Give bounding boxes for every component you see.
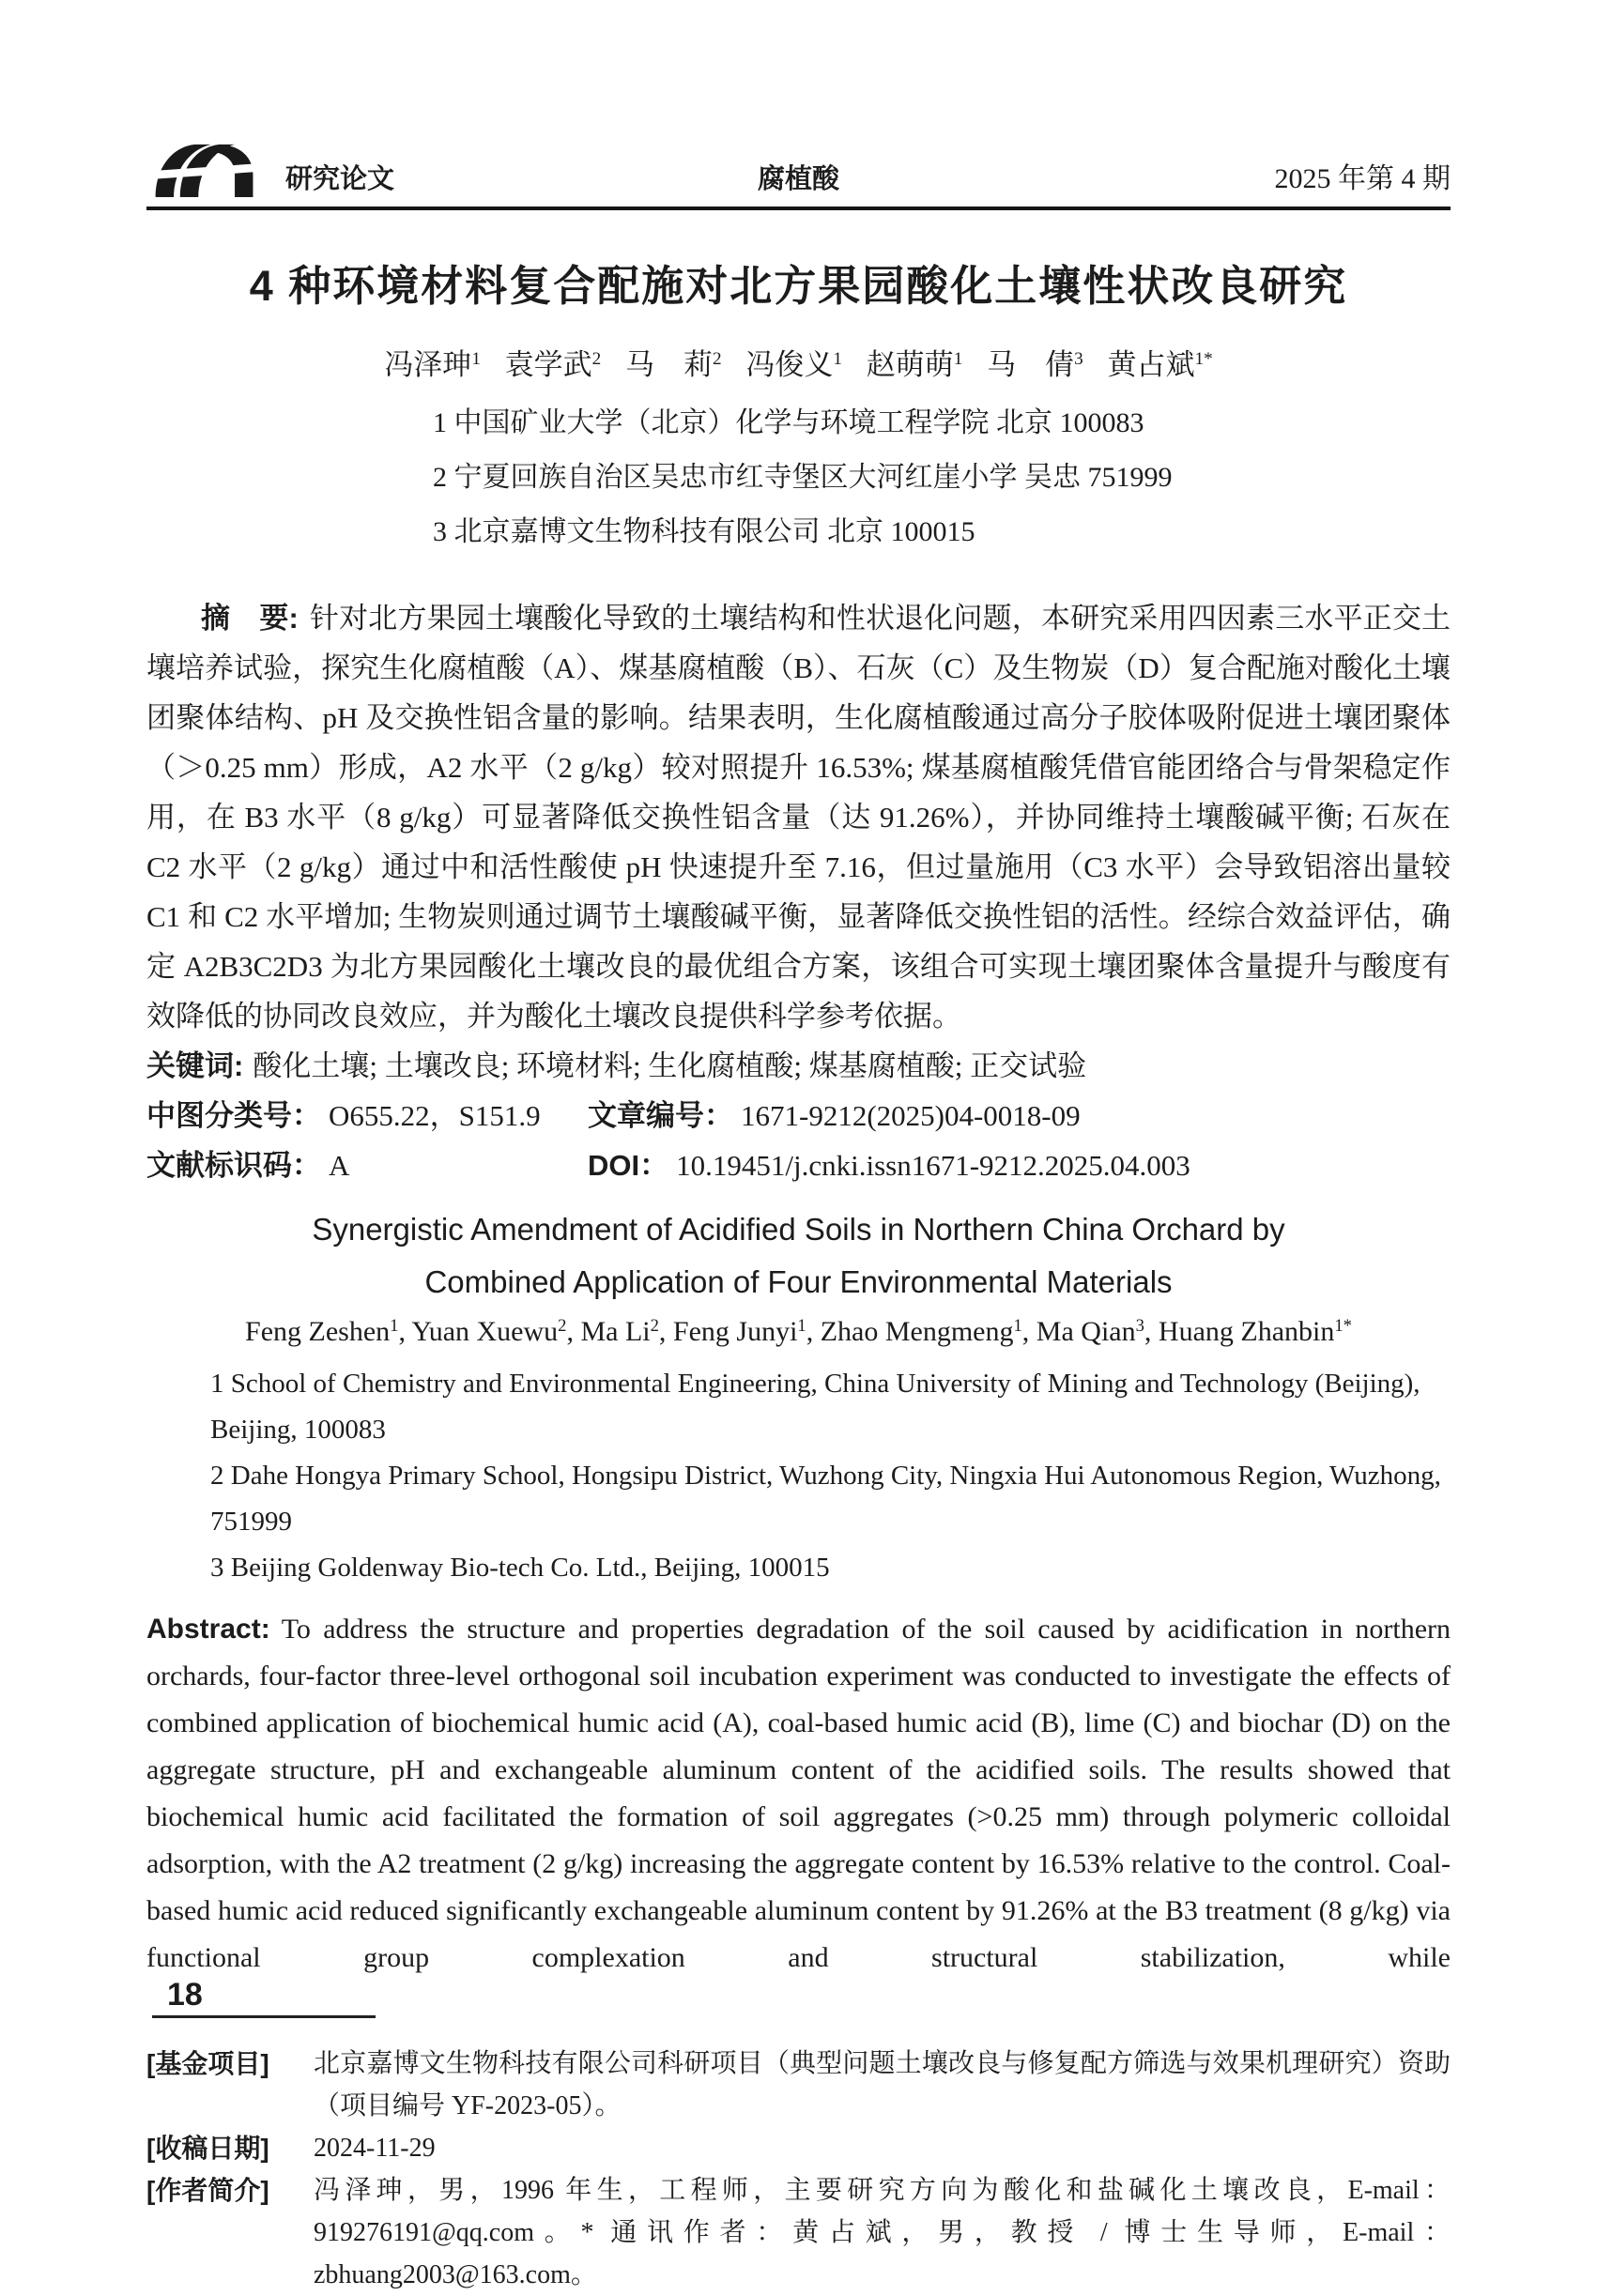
footnote-author-bio [146,2169,1451,2296]
author-superscript: 1 [797,1315,806,1336]
author-superscript: 2 [713,349,722,370]
meta-row-doi [146,1140,1451,1190]
author-en [1022,1316,1144,1347]
doc-code-field [146,1140,588,1190]
author-superscript: 1 [833,349,842,370]
affiliation-en: 2 Dahe Hongya Primary School, Hongsipu District, Wuzhong City, Ningxia Hui Autonomous Region, Wuzhong, 751999 [210,1461,1441,1537]
author-name: 赵萌萌 [866,348,954,381]
author-superscript: 3 [1074,349,1083,370]
footnote-text: 北京嘉博文生物科技有限公司科研项目（典型问题土壤改良与修复配方筛选与效果机理研究）资助（项目编号 YF-2023-05）。 [314,2049,1451,2120]
author-en [398,1316,566,1347]
article-title-cn: 4 种环境材料复合配施对北方果园酸化土壤性状改良研究 [249,262,1348,310]
author-name: 马 莉 [625,348,714,381]
authors-cn [146,341,1451,383]
author-superscript: 1 [953,349,963,370]
author-superscript: 1* [1194,349,1213,370]
author-name: , Ma Qian [1021,1316,1136,1347]
author-superscript: 2 [591,349,602,370]
footnote-label: [收稿日期] [146,2134,269,2163]
abstract-en-text: To address the structure and properties degradation of the soil caused by acidification in northern orchards, four-factor three-level orthogonal soil incubation experiment was conducted to investigate the effects of combined application of biochemical humic acid (A), coal-based humic acid (B), lime (C) and biochar (D) on the aggregate structure, pH and exchangeable aluminum content of the acidified soils. The results showed that biochemical humic acid facilitated the formation of soil aggregates (>0.25 mm) through polymeric colloidal adsorption, with the A2 treatment (2 g/kg) increasing the aggregate content by 16.53% relative to the control. Coal-based humic acid reduced significantly exchangeable aluminum content by 91.26% at the B3 treatment (8 g/kg) via functional group complexation and structural stabilization, while [146,1614,1451,1973]
footnote-label: [基金项目] [146,2049,269,2078]
article-title-en-line2: Combined Application of Four Environmental Materials [424,1264,1173,1299]
keywords-label: 关键词: [146,1049,244,1082]
doc-code-label: 文献标识码： [146,1149,321,1182]
affiliation-en: 1 School of Chemistry and Environmental Engineering, China University of Mining and Technology (Beijing), Beijing, 100083 [210,1369,1420,1445]
keywords-text: 酸化土壤; 土壤改良; 环境材料; 生化腐植酸; 煤基腐植酸; 正交试验 [253,1049,1087,1082]
author-superscript: 1 [390,1315,399,1336]
author-en [659,1316,806,1347]
author-cn [1107,348,1212,381]
footnote-received-date [146,2127,1451,2169]
article-title-en [146,1203,1451,1309]
author-name: , Yuan Xuewu [398,1316,559,1347]
author-name: Feng Zeshen [245,1316,391,1347]
article-title-en-line1: Synergistic Amendment of Acidified Soils in Northern China Orchard by [312,1212,1285,1247]
doi-value: 10.19451/j.cnki.issn1671-9212.2025.04.003 [676,1149,1190,1182]
header-journal-name: 腐植酸 [757,164,839,194]
affiliations-cn [433,396,1451,559]
footnote-separator [152,2015,376,2018]
journal-logo-icon [146,139,267,199]
article-id-field [588,1091,1081,1140]
author-en [806,1316,1022,1347]
author-superscript: 2 [558,1315,567,1336]
page-number: 18 [167,1977,203,2013]
author-cn [867,348,963,381]
author-name: 马 倩 [987,348,1075,381]
abstract-cn-text: 针对北方果园土壤酸化导致的土壤结构和性状退化问题，本研究采用四因素三水平正交土壤培养试验，探究生化腐植酸（A）、煤基腐植酸（B）、石灰（C）及生物炭（D）复合配施对酸化土壤团聚体结构、pH 及交换性铝含量的影响。结果表明，生化腐植酸通过高分子胶体吸附促进土壤团聚体（＞0.25 mm）形成，A2 水平（2 g/kg）较对照提升 16.53%; 煤基腐植酸凭借官能团络合与骨架稳定作用，在 B3 水平（8 g/kg）可显著降低交换性铝含量（达 91.26%），并协同维持土壤酸碱平衡; 石灰在 C2 水平（2 g/kg）通过中和活性酸使 pH 快速提升至 7.16，但过量施用（C3 水平）会导致铝溶出量较 C1 和 C2 水平增加; 生物炭则通过调节土壤酸碱平衡，显著降低交换性铝的活性。经综合效益评估，确定 A2B3C2D3 为北方果园酸化土壤改良的最优组合方案，该组合可实现土壤团聚体含量提升与酸度有效降低的协同改良效应，并为酸化土壤改良提供科学参考依据。 [146,602,1451,1033]
abstract-en [146,1606,1451,1982]
author-name: 冯俊义 [745,348,834,381]
affiliations-en [210,1361,1451,1591]
clc-field [146,1091,588,1140]
author-cn [384,348,481,381]
footnote-label: [作者简介] [146,2176,269,2205]
keywords-cn [146,1041,1451,1091]
meta-row-clc [146,1091,1451,1140]
author-superscript: 1* [1334,1315,1352,1336]
author-cn [505,348,602,381]
affiliation-cn: 1 中国矿业大学（北京）化学与环境工程学院 北京 100083 [433,407,1144,438]
author-name: , Ma Li [566,1316,651,1347]
abstract-en-label: Abstract: [146,1614,270,1645]
doi-label: DOI： [588,1149,669,1182]
author-name: , Feng Junyi [658,1316,798,1347]
author-cn [745,348,842,381]
footnote-fund [146,2043,1451,2127]
author-name: 冯泽珅 [384,348,472,381]
author-superscript: 1 [1013,1315,1022,1336]
article-id-value: 1671-9212(2025)04-0018-09 [741,1099,1081,1132]
header-issue: 2025 年第 4 期 [1274,163,1451,194]
page-header [146,139,1451,210]
author-cn [625,348,722,381]
footnotes [146,2043,1451,2296]
author-superscript: 1 [471,349,481,370]
author-en [1144,1316,1352,1347]
footnote-text: 冯泽珅，男，1996 年生，工程师，主要研究方向为酸化和盐碱化土壤改良，E-mail：919276191@qq.com。* 通讯作者：黄占斌，男，教授 / 博士生导师，E-mail：zbhuang2003@163.com。 [314,2176,1451,2289]
author-name: 袁学武 [504,348,592,381]
author-superscript: 3 [1135,1315,1144,1336]
affiliation-en: 3 Beijing Goldenway Bio-tech Co. Ltd., Beijing, 100015 [210,1553,830,1583]
author-cn [987,348,1083,381]
author-name: 黄占斌 [1107,348,1195,381]
doc-code-value: A [329,1149,350,1182]
affiliation-cn: 2 宁夏回族自治区吴忠市红寺堡区大河红崖小学 吴忠 751999 [433,462,1173,493]
author-name: , Zhao Mengmeng [806,1316,1014,1347]
clc-value: O655.22，S151.9 [329,1099,541,1132]
footnote-text: 2024-11-29 [314,2134,436,2163]
authors-en [146,1316,1451,1348]
abstract-cn-label: 摘 要: [201,602,299,635]
author-superscript: 2 [650,1315,659,1336]
author-name: , Huang Zhanbin [1144,1316,1335,1347]
author-en [245,1316,398,1347]
header-section-label: 研究论文 [285,164,395,194]
article-id-label: 文章编号： [588,1099,733,1132]
abstract-cn [146,593,1451,1041]
author-en [566,1316,658,1347]
affiliation-cn: 3 北京嘉博文生物科技有限公司 北京 100015 [433,516,975,547]
clc-label: 中图分类号： [146,1099,321,1132]
doi-field [588,1140,1190,1190]
